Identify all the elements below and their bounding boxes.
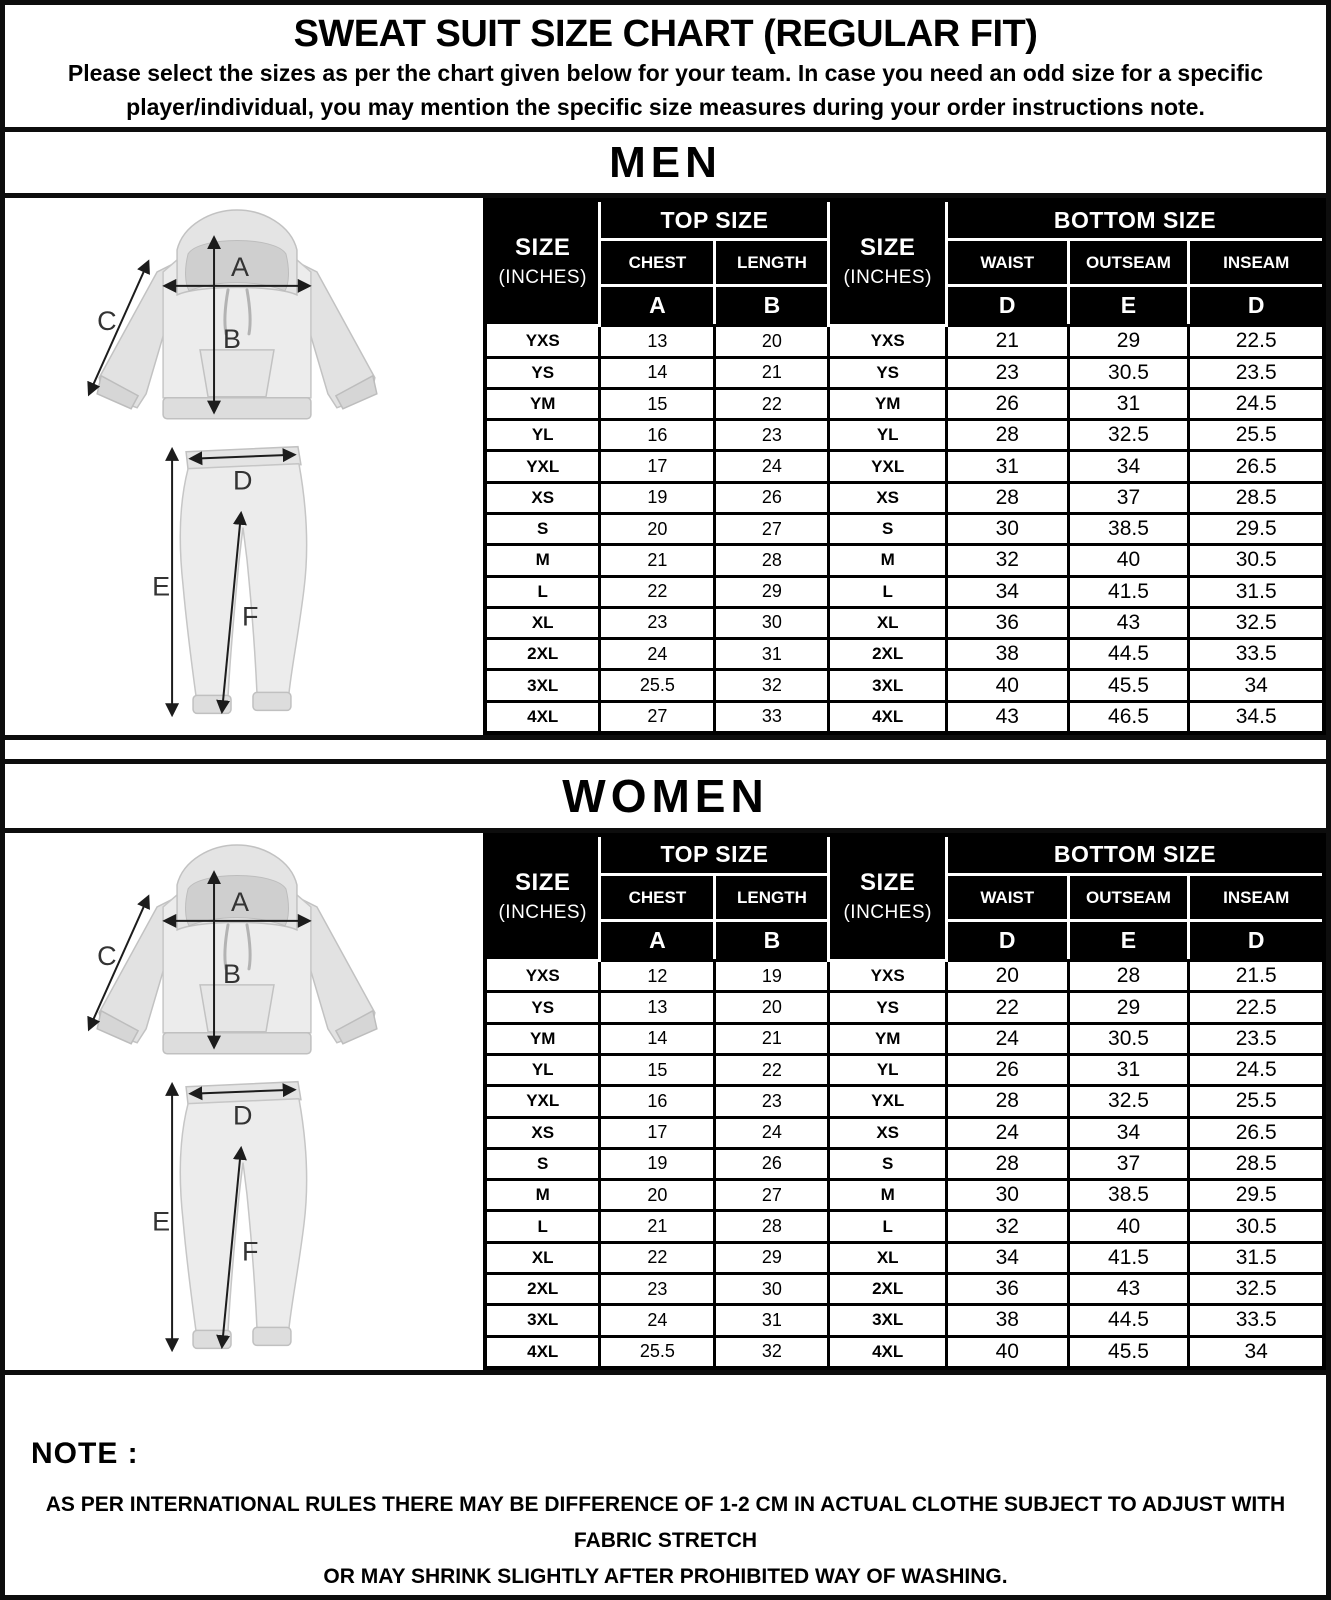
- measurement-cell: 22: [715, 1054, 829, 1085]
- measurement-cell: 24: [600, 639, 715, 670]
- chest-header: CHEST: [600, 240, 715, 286]
- measurement-cell: 22: [946, 992, 1068, 1023]
- inseam-header: INSEAM: [1189, 875, 1324, 921]
- measurement-cell: 32: [946, 1211, 1068, 1242]
- top-size-header: TOP SIZE: [600, 835, 829, 875]
- size-cell: M: [829, 1180, 946, 1211]
- size-cell: XL: [485, 1242, 600, 1273]
- table-row: [485, 607, 1324, 638]
- size-cell: L: [485, 1211, 600, 1242]
- measurement-cell: 32: [946, 545, 1068, 576]
- length-letter-header: B: [715, 921, 829, 961]
- measurement-cell: 27: [715, 514, 829, 545]
- measurement-cell: 19: [600, 1148, 715, 1179]
- measurement-cell: 23: [600, 1273, 715, 1304]
- measurement-cell: 34: [946, 1242, 1068, 1273]
- table-row: [485, 961, 1324, 992]
- measurement-cell: 21: [600, 545, 715, 576]
- sweatsuit-measurement-figure: [5, 833, 483, 1370]
- measurement-cell: 20: [946, 961, 1068, 992]
- measurement-cell: 40: [1068, 1211, 1189, 1242]
- size-cell: XS: [485, 1117, 600, 1148]
- table-row: [485, 670, 1324, 701]
- measurement-cell: 23.5: [1189, 357, 1324, 388]
- measurement-cell: 28: [715, 545, 829, 576]
- size-cell: S: [829, 514, 946, 545]
- measurement-cell: 23: [946, 357, 1068, 388]
- measurement-cell: 24: [946, 1023, 1068, 1054]
- table-row: [485, 639, 1324, 670]
- measurement-cell: 30.5: [1068, 1023, 1189, 1054]
- size-cell: YS: [829, 992, 946, 1023]
- measurement-cell: 34: [1189, 670, 1324, 701]
- measurement-cell: 27: [600, 701, 715, 733]
- measurement-cell: 34: [1068, 1117, 1189, 1148]
- measurement-cell: 41.5: [1068, 1242, 1189, 1273]
- size-cell: YXL: [829, 451, 946, 482]
- measurement-cell: 19: [715, 961, 829, 992]
- measurement-cell: 38.5: [1068, 1180, 1189, 1211]
- size-cell: YS: [485, 357, 600, 388]
- measurement-cell: 28: [715, 1211, 829, 1242]
- measurement-cell: 37: [1068, 482, 1189, 513]
- measurement-cell: 31: [715, 1305, 829, 1336]
- measurement-cell: 13: [600, 326, 715, 357]
- measurement-cell: 15: [600, 388, 715, 419]
- size-cell: L: [485, 576, 600, 607]
- size-cell: 2XL: [485, 1273, 600, 1304]
- size-cell: YXS: [829, 326, 946, 357]
- measurement-cell: 26: [715, 1148, 829, 1179]
- inseam-letter-header: D: [1189, 286, 1324, 326]
- table-row: [485, 1305, 1324, 1336]
- measurement-cell: 44.5: [1068, 1305, 1189, 1336]
- note-line-1: AS PER INTERNATIONAL RULES THERE MAY BE DIFFERENCE OF 1-2 CM IN ACTUAL CLOTHE SUBJECT TO ADJUST WITH FABRIC STRETCH: [45, 1493, 1286, 1553]
- section-divider-band: [5, 740, 1326, 764]
- measurement-cell: 45.5: [1068, 670, 1189, 701]
- measurement-cell: 33.5: [1189, 1305, 1324, 1336]
- length-header: LENGTH: [715, 875, 829, 921]
- size-cell: YL: [485, 420, 600, 451]
- measurement-cell: 28.5: [1189, 482, 1324, 513]
- size-cell: M: [485, 545, 600, 576]
- measurement-cell: 23: [715, 420, 829, 451]
- measurement-cell: 24: [946, 1117, 1068, 1148]
- measurement-cell: 28: [1068, 961, 1189, 992]
- measurement-cell: 34: [946, 576, 1068, 607]
- table-row: [485, 1273, 1324, 1304]
- table-row: [485, 1336, 1324, 1368]
- measurement-cell: 12: [600, 961, 715, 992]
- measurement-cell: 32.5: [1189, 1273, 1324, 1304]
- size-cell: S: [829, 1148, 946, 1179]
- size-cell: YM: [485, 1023, 600, 1054]
- women-size-table: [483, 833, 1326, 1370]
- men-section: [5, 198, 1326, 740]
- measurement-cell: 30.5: [1189, 545, 1324, 576]
- subtitle-line-1: Please select the sizes as per the chart given below for your team. In case you need an odd size for a specific: [67, 60, 1264, 86]
- table-row: [485, 1086, 1324, 1117]
- size-cell: YXL: [485, 1086, 600, 1117]
- measurement-cell: 13: [600, 992, 715, 1023]
- measurement-cell: 36: [946, 1273, 1068, 1304]
- measurement-cell: 28: [946, 482, 1068, 513]
- measurement-cell: 21.5: [1189, 961, 1324, 992]
- note-heading: NOTE :: [31, 1437, 139, 1471]
- table-row: [485, 1054, 1324, 1085]
- women-section-heading: WOMEN: [5, 764, 1326, 833]
- measurement-cell: 25.5: [1189, 420, 1324, 451]
- inseam-letter-header: D: [1189, 921, 1324, 961]
- size-cell: YXS: [485, 961, 600, 992]
- measurement-cell: 26.5: [1189, 451, 1324, 482]
- size-inches-header: SIZE (INCHES): [829, 200, 946, 326]
- table-row: [485, 576, 1324, 607]
- waist-header: WAIST: [946, 240, 1068, 286]
- size-cell: M: [829, 545, 946, 576]
- measurement-cell: 21: [946, 326, 1068, 357]
- table-row: [485, 514, 1324, 545]
- measurement-cell: 24: [715, 1117, 829, 1148]
- measurement-cell: 31: [715, 639, 829, 670]
- measurement-cell: 17: [600, 1117, 715, 1148]
- page-subtitle: [5, 56, 1326, 124]
- waist-letter-header: D: [946, 921, 1068, 961]
- size-cell: YXS: [829, 961, 946, 992]
- measurement-cell: 38.5: [1068, 514, 1189, 545]
- measurement-cell: 31.5: [1189, 576, 1324, 607]
- size-cell: XL: [485, 607, 600, 638]
- outseam-letter-header: E: [1068, 921, 1189, 961]
- inseam-header: INSEAM: [1189, 240, 1324, 286]
- size-cell: 4XL: [485, 701, 600, 733]
- measurement-cell: 37: [1068, 1148, 1189, 1179]
- measurement-cell: 24: [715, 451, 829, 482]
- size-cell: 4XL: [829, 701, 946, 733]
- women-figure-panel: [5, 833, 483, 1370]
- measurement-cell: 30.5: [1189, 1211, 1324, 1242]
- length-header: LENGTH: [715, 240, 829, 286]
- measurement-cell: 45.5: [1068, 1336, 1189, 1368]
- measurement-cell: 31: [946, 451, 1068, 482]
- waist-letter-header: D: [946, 286, 1068, 326]
- measurement-cell: 25.5: [1189, 1086, 1324, 1117]
- table-row: [485, 326, 1324, 357]
- measurement-cell: 43: [1068, 607, 1189, 638]
- measurement-cell: 28: [946, 1148, 1068, 1179]
- measurement-cell: 25.5: [600, 670, 715, 701]
- measurement-cell: 24.5: [1189, 1054, 1324, 1085]
- measurement-cell: 29: [1068, 326, 1189, 357]
- measurement-cell: 24: [600, 1305, 715, 1336]
- measurement-cell: 43: [1068, 1273, 1189, 1304]
- measurement-cell: 30: [946, 1180, 1068, 1211]
- measurement-cell: 29: [715, 576, 829, 607]
- table-row: [485, 1117, 1324, 1148]
- measurement-cell: 31: [1068, 1054, 1189, 1085]
- measurement-cell: 31: [1068, 388, 1189, 419]
- title-block: [5, 5, 1326, 132]
- measurement-cell: 43: [946, 701, 1068, 733]
- outseam-header: OUTSEAM: [1068, 240, 1189, 286]
- measurement-cell: 26.5: [1189, 1117, 1324, 1148]
- measurement-cell: 20: [600, 1180, 715, 1211]
- size-cell: YM: [485, 388, 600, 419]
- measurement-cell: 31.5: [1189, 1242, 1324, 1273]
- measurement-cell: 19: [600, 482, 715, 513]
- note-line-2: OR MAY SHRINK SLIGHTLY AFTER PROHIBITED WAY OF WASHING.: [323, 1565, 1008, 1589]
- measurement-cell: 22: [715, 388, 829, 419]
- measurement-cell: 30: [715, 1273, 829, 1304]
- table-row: [485, 388, 1324, 419]
- measurement-cell: 21: [600, 1211, 715, 1242]
- measurement-cell: 26: [946, 1054, 1068, 1085]
- measurement-cell: 40: [1068, 545, 1189, 576]
- bottom-size-header: BOTTOM SIZE: [946, 200, 1324, 240]
- men-size-table: [483, 198, 1326, 735]
- size-cell: YL: [829, 1054, 946, 1085]
- table-row: [485, 701, 1324, 733]
- table-row: [485, 545, 1324, 576]
- measurement-cell: 20: [715, 992, 829, 1023]
- measurement-cell: 29: [715, 1242, 829, 1273]
- measurement-cell: 22.5: [1189, 992, 1324, 1023]
- bottom-size-header: BOTTOM SIZE: [946, 835, 1324, 875]
- size-cell: XS: [829, 482, 946, 513]
- measurement-cell: 26: [946, 388, 1068, 419]
- measurement-cell: 34.5: [1189, 701, 1324, 733]
- table-row: [485, 992, 1324, 1023]
- measurement-cell: 32.5: [1189, 607, 1324, 638]
- measurement-cell: 29: [1068, 992, 1189, 1023]
- measurement-cell: 29.5: [1189, 1180, 1324, 1211]
- size-cell: XL: [829, 1242, 946, 1273]
- size-cell: YM: [829, 388, 946, 419]
- top-size-header: TOP SIZE: [600, 200, 829, 240]
- table-row: [485, 451, 1324, 482]
- measurement-cell: 36: [946, 607, 1068, 638]
- measurement-cell: 23: [715, 1086, 829, 1117]
- men-figure-panel: [5, 198, 483, 735]
- size-cell: YXL: [485, 451, 600, 482]
- measurement-cell: 26: [715, 482, 829, 513]
- measurement-cell: 46.5: [1068, 701, 1189, 733]
- women-section: [5, 833, 1326, 1375]
- chest-letter-header: A: [600, 921, 715, 961]
- size-cell: 3XL: [829, 1305, 946, 1336]
- measurement-cell: 32: [715, 1336, 829, 1368]
- measurement-cell: 38: [946, 639, 1068, 670]
- size-cell: 3XL: [829, 670, 946, 701]
- measurement-cell: 22.5: [1189, 326, 1324, 357]
- size-cell: M: [485, 1180, 600, 1211]
- measurement-cell: 20: [600, 514, 715, 545]
- measurement-cell: 27: [715, 1180, 829, 1211]
- measurement-cell: 32.5: [1068, 420, 1189, 451]
- table-row: [485, 1211, 1324, 1242]
- size-cell: YXL: [829, 1086, 946, 1117]
- measurement-cell: 22: [600, 576, 715, 607]
- measurement-cell: 16: [600, 420, 715, 451]
- measurement-cell: 20: [715, 326, 829, 357]
- size-cell: YM: [829, 1023, 946, 1054]
- size-cell: YXS: [485, 326, 600, 357]
- size-cell: 3XL: [485, 1305, 600, 1336]
- measurement-cell: 30: [715, 607, 829, 638]
- measurement-cell: 38: [946, 1305, 1068, 1336]
- measurement-cell: 25.5: [600, 1336, 715, 1368]
- size-cell: L: [829, 576, 946, 607]
- table-row: [485, 420, 1324, 451]
- measurement-cell: 32.5: [1068, 1086, 1189, 1117]
- measurement-cell: 21: [715, 1023, 829, 1054]
- length-letter-header: B: [715, 286, 829, 326]
- measurement-cell: 14: [600, 1023, 715, 1054]
- measurement-cell: 28.5: [1189, 1148, 1324, 1179]
- outseam-letter-header: E: [1068, 286, 1189, 326]
- waist-header: WAIST: [946, 875, 1068, 921]
- measurement-cell: 29.5: [1189, 514, 1324, 545]
- table-row: [485, 1242, 1324, 1273]
- table-row: [485, 357, 1324, 388]
- size-cell: S: [485, 514, 600, 545]
- size-cell: XS: [485, 482, 600, 513]
- measurement-cell: 23.5: [1189, 1023, 1324, 1054]
- measurement-cell: 30.5: [1068, 357, 1189, 388]
- measurement-cell: 33.5: [1189, 639, 1324, 670]
- size-cell: YL: [485, 1054, 600, 1085]
- chest-header: CHEST: [600, 875, 715, 921]
- size-cell: 2XL: [829, 1273, 946, 1304]
- table-row: [485, 482, 1324, 513]
- measurement-cell: 22: [600, 1242, 715, 1273]
- measurement-cell: 33: [715, 701, 829, 733]
- size-cell: YS: [829, 357, 946, 388]
- measurement-cell: 41.5: [1068, 576, 1189, 607]
- measurement-cell: 23: [600, 607, 715, 638]
- measurement-cell: 28: [946, 420, 1068, 451]
- measurement-cell: 34: [1068, 451, 1189, 482]
- size-cell: L: [829, 1211, 946, 1242]
- measurement-cell: 30: [946, 514, 1068, 545]
- size-cell: 3XL: [485, 670, 600, 701]
- measurement-cell: 32: [715, 670, 829, 701]
- size-cell: 2XL: [829, 639, 946, 670]
- measurement-cell: 21: [715, 357, 829, 388]
- size-cell: S: [485, 1148, 600, 1179]
- size-inches-header: SIZE (INCHES): [829, 835, 946, 961]
- measurement-cell: 17: [600, 451, 715, 482]
- measurement-cell: 24.5: [1189, 388, 1324, 419]
- measurement-cell: 40: [946, 670, 1068, 701]
- size-cell: 2XL: [485, 639, 600, 670]
- measurement-cell: 44.5: [1068, 639, 1189, 670]
- size-cell: 4XL: [485, 1336, 600, 1368]
- table-row: [485, 1180, 1324, 1211]
- measurement-cell: 34: [1189, 1336, 1324, 1368]
- size-cell: XS: [829, 1117, 946, 1148]
- measurement-cell: 15: [600, 1054, 715, 1085]
- sweatsuit-measurement-figure: [5, 198, 483, 735]
- table-row: [485, 1148, 1324, 1179]
- subtitle-line-2: player/individual, you may mention the specific size measures during your order instructions note.: [126, 94, 1205, 120]
- measurement-cell: 14: [600, 357, 715, 388]
- measurement-cell: 16: [600, 1086, 715, 1117]
- measurement-cell: 28: [946, 1086, 1068, 1117]
- size-inches-header: SIZE (INCHES): [485, 200, 600, 326]
- men-section-heading: MEN: [5, 132, 1326, 198]
- chest-letter-header: A: [600, 286, 715, 326]
- table-row: [485, 1023, 1324, 1054]
- size-cell: XL: [829, 607, 946, 638]
- measurement-cell: 40: [946, 1336, 1068, 1368]
- note-block: [5, 1375, 1326, 1595]
- page-title: SWEAT SUIT SIZE CHART (REGULAR FIT): [293, 13, 1038, 55]
- outseam-header: OUTSEAM: [1068, 875, 1189, 921]
- size-cell: YS: [485, 992, 600, 1023]
- size-cell: 4XL: [829, 1336, 946, 1368]
- size-inches-header: SIZE (INCHES): [485, 835, 600, 961]
- size-cell: YL: [829, 420, 946, 451]
